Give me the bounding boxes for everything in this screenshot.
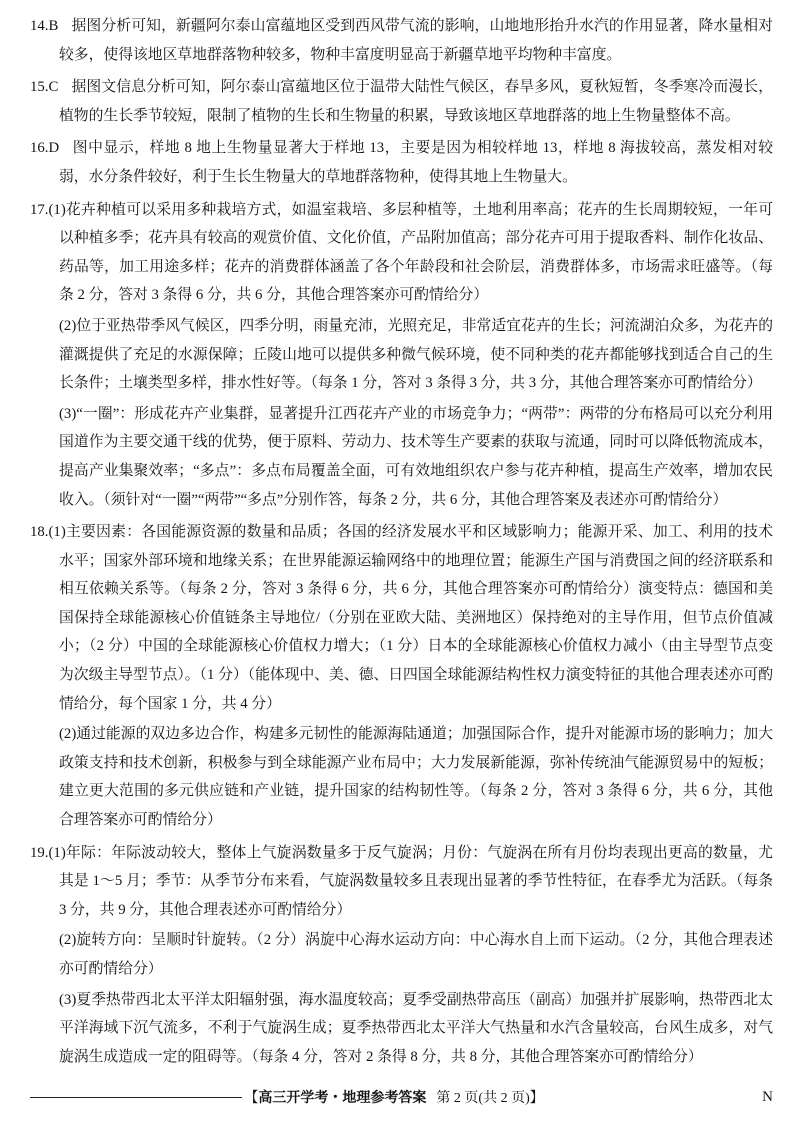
- answer-paragraph: [30, 134, 773, 191]
- answer-item-18: [30, 518, 773, 835]
- answer-paragraph: [30, 839, 773, 925]
- answer-paragraph: (3)夏季热带西北太平洋太阳辐射强，海水温度较高；夏季受副热带高压（副高）加强并扩展影响，热带西北太平洋海域下沉气流多，不利于气旋涡生成；夏季热带西北太平洋大气热量和水汽含量较高，台风生成多，对气旋涡生成造成一定的阻碍等。（每条 4 分，答对 2 条得 8 分，共 8 分，其他合理答案亦可酌情给分）: [59, 991, 773, 1065]
- answer-paragraph: (2)旋转方向：呈顺时针旋转。（2 分）涡旋中心海水运动方向：中心海水自上而下运动。（2 分，其他合理表述亦可酌情给分）: [59, 932, 773, 977]
- answer-paragraph: (3)“一圈”：形成花卉产业集群，显著提升江西花卉产业的市场竞争力；“两带”：两带的分布格局可以充分利用国道作为主要交通干线的优势，便于原料、劳动力、技术等生产要素的获取与流通，同时可以降低物流成本，提高产业集聚效率；“多点”：多点布局覆盖全面，可有效地组织农户参与花卉种植，提高生产效率，增加农民收入。（须针对“一圈”“两带”“多点”分别作答，每条 2 分，共 6 分，其他合理答案及表述亦可酌情给分）: [59, 405, 773, 508]
- answer-paragraph: [30, 12, 773, 69]
- answer-item-16: [30, 134, 773, 191]
- page-footer: [30, 1082, 773, 1112]
- answer-item-14: [30, 12, 773, 69]
- item-number: 15.C: [30, 79, 59, 96]
- item-text: (1)花卉种植可以采用多种栽培方式，如温室栽培、多层种植等，土地利用率高；花卉的生长周期较短，一年可以种植多季；花卉具有较高的观赏价值、文化价值，产品附加值高；部分花卉可用于提取香料、制作化妆品、药品等，加工用途多样；花卉的消费群体涵盖了各个年龄段和社会阶层，消费群体多，市场需求旺盛等。（每条 2 分，答对 3 条得 6 分，共 6 分，其他合理答案亦可酌情给分）: [48, 201, 773, 304]
- item-number: 18.: [30, 524, 49, 541]
- footer-dot-separator: ・: [328, 1091, 343, 1106]
- footer-title: [242, 1087, 545, 1107]
- answer-paragraph: (2)通过能源的双边多边合作，构建多元韧性的能源海陆通道；加强国际合作，提升对能源市场的影响力；加大政策支持和技术创新，积极参与到全球能源产业布局中；大力发展新能源，弥补传统油气能源贸易中的短板；建立更大范围的多元供应链和产业链，提升国家的结构韧性等。（每条 2 分，答对 3 条得 6 分，共 6 分，其他合理答案亦可酌情给分）: [59, 726, 773, 829]
- footer-exam-name: 高三开学考: [258, 1091, 329, 1106]
- footer-open-bracket: 【: [244, 1091, 259, 1106]
- answer-item-17: [30, 196, 773, 515]
- item-number: 14.B: [30, 18, 59, 34]
- item-text: 据图分析可知，新疆阿尔泰山富蕴地区受到西风带气流的影响，山地地形抬升水汽的作用显著，降水量相对较多，使得该地区草地群落物种较多，物种丰富度明显高于新疆草地平均物种丰富度。: [59, 18, 773, 63]
- item-number: 19.: [30, 844, 49, 861]
- footer-corner-mark: N: [762, 1088, 774, 1105]
- answer-paragraph: (2)位于亚热带季风气候区，四季分明，雨量充沛，光照充足，非常适宜花卉的生长；河流湖泊众多，为花卉的灌溉提供了充足的水源保障；丘陵山地可以提供多种微气候环境，使不同种类的花卉都能够找到适合自己的生长条件；土壤类型多样，排水性好等。（每条 1 分，答对 3 条得 3 分，共 3 分，其他合理答案亦可酌情给分）: [59, 317, 773, 392]
- item-text: 图中显示，样地 8 地上生物量显著大于样地 13，主要是因为相较样地 13，样地 8 海拔较高，蒸发相对较弱，水分条件较好，利于生长生物量大的草地群落物种，使得其地上生物量大。: [59, 140, 773, 185]
- item-number: 17.: [30, 201, 49, 218]
- footer-page-info: 第 2 页(共 2 页)】: [436, 1091, 544, 1106]
- item-text: 据图文信息分析可知，阿尔泰山富蕴地区位于温带大陆性气候区，春旱多风，夏秋短暂，冬季寒冷而漫长，植物的生长季节较短，限制了植物的生长和生物量的积累，导致该地区草地群落的地上生物量整体不高。: [59, 79, 773, 124]
- item-number: 16.D: [30, 140, 60, 157]
- answer-paragraph: [30, 518, 773, 718]
- answer-paragraph: [30, 73, 773, 130]
- item-text: (1)年际：年际波动较大，整体上气旋涡数量多于反气旋涡；月份：气旋涡在所有月份均表现出更高的数量，尤其是 1～5 月；季节：从季节分布来看，气旋涡数量较多且表现出显著的季节性特征，在春季尤为活跃。（每条 3 分，共 9 分，其他合理表述亦可酌情给分）: [48, 844, 773, 918]
- footer-subject: 地理参考答案: [342, 1091, 427, 1106]
- answer-paragraph: [30, 196, 773, 310]
- footer-rule-left: [30, 1097, 242, 1098]
- answer-item-15: [30, 73, 773, 130]
- item-text: (1)主要因素：各国能源资源的数量和品质；各国的经济发展水平和区域影响力；能源开采、加工、利用的技术水平；国家外部环境和地缘关系；在世界能源运输网络中的地理位置；能源生产国与消费国之间的经济联系和相互依赖关系等。（每条 2 分，答对 3 条得 6 分，共 6 分，其他合理答案亦可酌情给分）演变特点：德国和美国保持全球能源核心价值链条主导地位/（分别在亚欧大陆、美洲地区）保持绝对的主导作用，但节点价值减小；（2 分）中国的全球能源核心价值权力增大；（1 分）日本的全球能源核心价值权力减小（由主导型节点变为次级主导型节点）。（1 分）（能体现中、美、德、日四国全球能源结构性权力演变特征的其他合理表述亦可酌情给分，每个国家 1 分，共 4 分）: [48, 524, 773, 712]
- answer-item-19: [30, 839, 773, 1072]
